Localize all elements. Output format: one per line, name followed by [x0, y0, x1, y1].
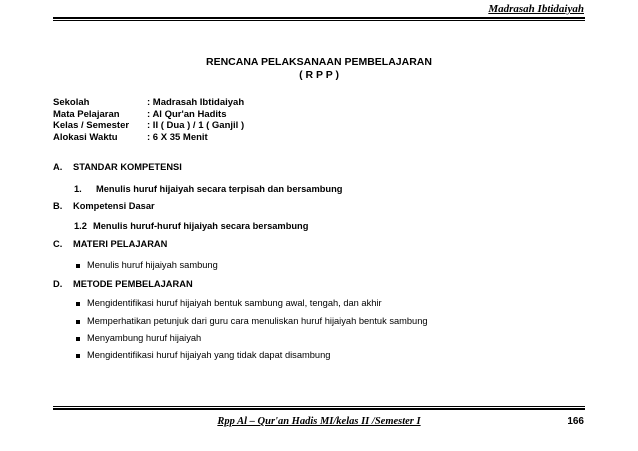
header-rule [53, 17, 585, 21]
info-label: Kelas / Semester [53, 120, 130, 131]
section-b-item-number: 1.2 [74, 221, 87, 231]
bullet-icon [76, 302, 80, 306]
document-title: RENCANA PELAKSANAAN PEMBELAJARAN [206, 56, 432, 68]
info-value: : 6 X 35 Menit [147, 131, 208, 143]
running-footer: Rpp Al – Qur'an Hadis MI/kelas II /Semester I [217, 416, 421, 427]
page-number: 166 [567, 416, 584, 427]
bullet-icon [76, 337, 80, 341]
info-label: Mata Pelajaran [53, 108, 120, 120]
bullet-icon [76, 264, 80, 268]
section-b-item-text: Menulis huruf-huruf hijaiyah secara bersambung [93, 221, 309, 231]
section-title: Kompetensi Dasar [73, 201, 155, 211]
section-title: METODE PEMBELAJARAN [73, 279, 193, 289]
section-d-bullet-text: Menyambung huruf hijaiyah [87, 333, 202, 343]
footer-rule [53, 406, 585, 410]
info-value: : II ( Dua ) / 1 ( Ganjil ) [147, 120, 245, 131]
info-value: : Madrasah Ibtidaiyah [147, 97, 245, 108]
section-letter: A. [53, 162, 63, 172]
section-d-bullet-text: Mengidentifikasi huruf hijaiyah yang tidak dapat disambung [87, 350, 331, 360]
document-subtitle: ( R P P ) [299, 69, 339, 81]
info-row-time [53, 132, 244, 144]
section-letter: D. [53, 279, 63, 289]
bullet-icon [76, 354, 80, 358]
info-row-class [53, 120, 244, 132]
section-a-item-number: 1. [74, 184, 82, 194]
section-title: STANDAR KOMPETENSI [73, 162, 182, 172]
bullet-icon [76, 320, 80, 324]
info-value: : Al Qur'an Hadits [147, 108, 227, 120]
section-letter: C. [53, 239, 63, 249]
identity-block [53, 97, 244, 143]
section-c-bullet-text: Menulis huruf hijaiyah sambung [87, 260, 218, 270]
section-title: MATERI PELAJARAN [73, 239, 168, 249]
section-a-item-text: Menulis huruf hijaiyah secara terpisah dan bersambung [96, 184, 343, 194]
info-row-school [53, 97, 244, 109]
section-d-bullet-text: Memperhatikan petunjuk dari guru cara menuliskan huruf hijaiyah bentuk sambung [87, 316, 428, 326]
info-label: Alokasi Waktu [53, 131, 118, 143]
info-label: Sekolah [53, 97, 90, 108]
section-letter: B. [53, 201, 63, 211]
running-header: Madrasah Ibtidaiyah [488, 3, 584, 15]
section-d-bullet-text: Mengidentifikasi huruf hijaiyah bentuk sambung awal, tengah, dan akhir [87, 298, 382, 308]
info-row-subject [53, 109, 244, 121]
